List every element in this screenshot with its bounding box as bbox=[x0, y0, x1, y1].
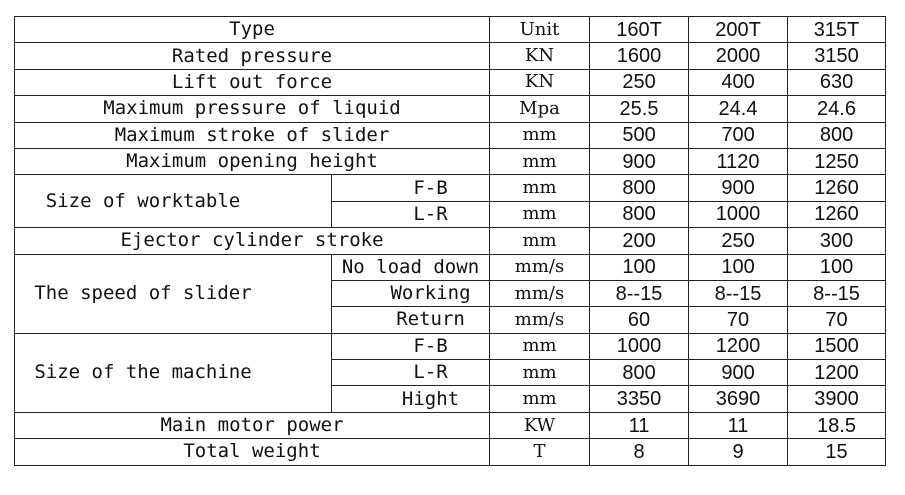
table-row bbox=[15, 333, 886, 359]
row-value: 250 bbox=[689, 228, 788, 254]
row-unit: mm bbox=[490, 360, 590, 386]
row-value: 300 bbox=[788, 228, 886, 254]
row-unit: mm bbox=[490, 201, 590, 227]
row-value: 800 bbox=[590, 201, 689, 227]
table-row bbox=[15, 412, 886, 438]
row-label: Lift out force bbox=[15, 69, 490, 95]
row-value: 900 bbox=[689, 360, 788, 386]
row-value: 8--15 bbox=[689, 280, 788, 306]
sub-label: Return bbox=[332, 307, 490, 333]
row-value: 2000 bbox=[689, 43, 788, 69]
row-value: 8--15 bbox=[590, 280, 689, 306]
row-label: Rated pressure bbox=[15, 43, 490, 69]
row-value: 200 bbox=[590, 228, 689, 254]
row-value: 1000 bbox=[689, 201, 788, 227]
group-label: Size of worktable bbox=[15, 175, 332, 228]
row-unit: mm bbox=[490, 386, 590, 412]
sub-label: F-B bbox=[332, 333, 490, 359]
group-label: The speed of slider bbox=[15, 254, 332, 333]
table-row bbox=[15, 96, 886, 122]
row-value: 18.5 bbox=[788, 412, 886, 438]
row-unit: mm bbox=[490, 228, 590, 254]
row-value: 1200 bbox=[689, 333, 788, 359]
row-value: 800 bbox=[590, 175, 689, 201]
row-value: 700 bbox=[689, 122, 788, 148]
sub-label: No load down bbox=[332, 254, 490, 280]
table-row bbox=[15, 122, 886, 148]
row-value: 1000 bbox=[590, 333, 689, 359]
row-label: Maximum pressure of liquid bbox=[15, 96, 490, 122]
row-label: Maximum stroke of slider bbox=[15, 122, 490, 148]
row-unit: mm bbox=[490, 148, 590, 174]
row-unit: T bbox=[490, 439, 590, 465]
header-unit: Unit bbox=[490, 17, 590, 43]
row-value: 250 bbox=[590, 69, 689, 95]
row-value: 3690 bbox=[689, 386, 788, 412]
row-unit: KW bbox=[490, 412, 590, 438]
row-value: 500 bbox=[590, 122, 689, 148]
row-label: Main motor power bbox=[15, 412, 490, 438]
row-unit: mm/s bbox=[490, 254, 590, 280]
row-value: 900 bbox=[689, 175, 788, 201]
row-value: 3150 bbox=[788, 43, 886, 69]
row-value: 800 bbox=[590, 360, 689, 386]
row-value: 1500 bbox=[788, 333, 886, 359]
row-value: 1120 bbox=[689, 148, 788, 174]
table-row bbox=[15, 439, 886, 465]
row-unit: mm bbox=[490, 175, 590, 201]
row-value: 3900 bbox=[788, 386, 886, 412]
row-value: 1260 bbox=[788, 175, 886, 201]
row-unit: KN bbox=[490, 69, 590, 95]
row-value: 1600 bbox=[590, 43, 689, 69]
table-row bbox=[15, 43, 886, 69]
header-row bbox=[15, 17, 886, 43]
row-value: 100 bbox=[590, 254, 689, 280]
group-label: Size of the machine bbox=[15, 333, 332, 412]
sub-label: Working bbox=[332, 280, 490, 306]
row-unit: KN bbox=[490, 43, 590, 69]
row-unit: mm/s bbox=[490, 307, 590, 333]
row-value: 25.5 bbox=[590, 96, 689, 122]
sub-label: L-R bbox=[332, 360, 490, 386]
table-row bbox=[15, 254, 886, 280]
row-value: 900 bbox=[590, 148, 689, 174]
row-value: 800 bbox=[788, 122, 886, 148]
sub-label: Hight bbox=[332, 386, 490, 412]
row-value: 8 bbox=[590, 439, 689, 465]
row-label: Maximum opening height bbox=[15, 148, 490, 174]
row-label: Ejector cylinder stroke bbox=[15, 228, 490, 254]
row-value: 400 bbox=[689, 69, 788, 95]
row-value: 24.4 bbox=[689, 96, 788, 122]
spec-table bbox=[14, 16, 886, 466]
table-row bbox=[15, 69, 886, 95]
row-value: 11 bbox=[590, 412, 689, 438]
table-row bbox=[15, 228, 886, 254]
row-value: 8--15 bbox=[788, 280, 886, 306]
header-model: 200T bbox=[689, 17, 788, 43]
header-type: Type bbox=[15, 17, 490, 43]
row-value: 1200 bbox=[788, 360, 886, 386]
row-value: 24.6 bbox=[788, 96, 886, 122]
row-value: 9 bbox=[689, 439, 788, 465]
table-row bbox=[15, 148, 886, 174]
row-value: 100 bbox=[788, 254, 886, 280]
header-model: 160T bbox=[590, 17, 689, 43]
row-unit: Mpa bbox=[490, 96, 590, 122]
row-value: 60 bbox=[590, 307, 689, 333]
row-label: Total weight bbox=[15, 439, 490, 465]
sub-label: L-R bbox=[332, 201, 490, 227]
row-value: 70 bbox=[689, 307, 788, 333]
row-unit: mm/s bbox=[490, 280, 590, 306]
row-value: 630 bbox=[788, 69, 886, 95]
row-value: 3350 bbox=[590, 386, 689, 412]
table-row bbox=[15, 175, 886, 201]
row-value: 1260 bbox=[788, 201, 886, 227]
row-unit: mm bbox=[490, 333, 590, 359]
row-value: 11 bbox=[689, 412, 788, 438]
header-model: 315T bbox=[788, 17, 886, 43]
row-value: 1250 bbox=[788, 148, 886, 174]
sub-label: F-B bbox=[332, 175, 490, 201]
row-unit: mm bbox=[490, 122, 590, 148]
row-value: 70 bbox=[788, 307, 886, 333]
row-value: 100 bbox=[689, 254, 788, 280]
row-value: 15 bbox=[788, 439, 886, 465]
